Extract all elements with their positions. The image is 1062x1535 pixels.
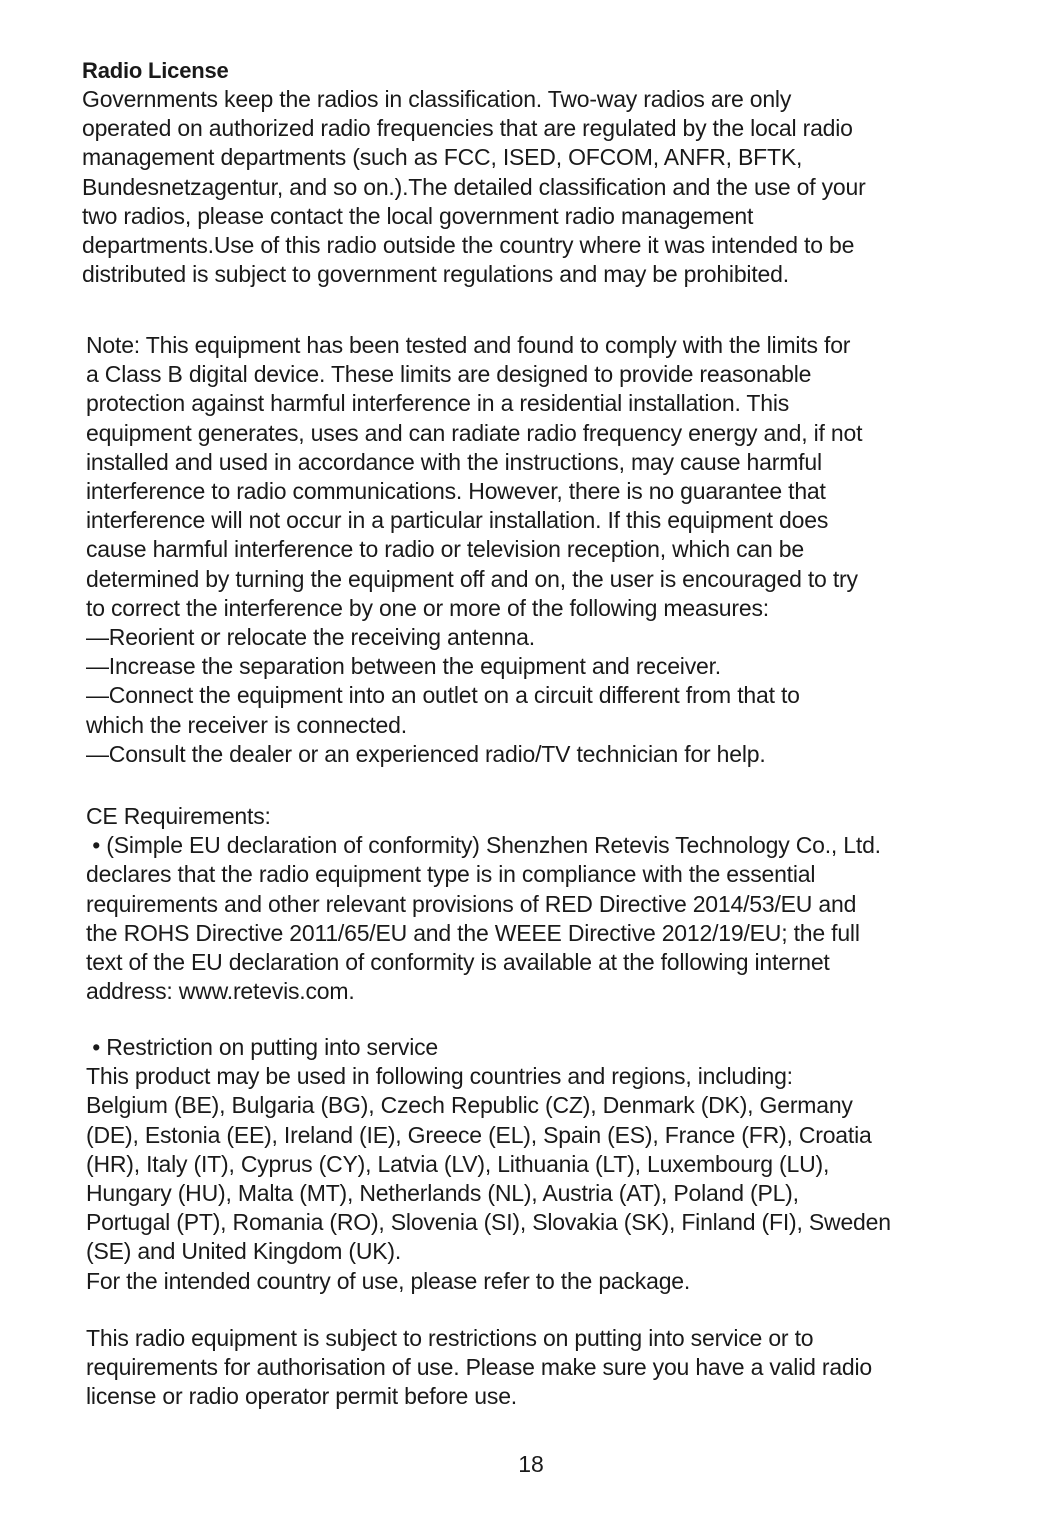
paragraph-line: Note: This equipment has been tested and found to comply with the limits for xyxy=(86,332,851,358)
paragraph-line: requirements and other relevant provisions of RED Directive 2014/53/EU and xyxy=(86,890,857,917)
paragraph-line: protection against harmful interference in a residential installation. This xyxy=(86,390,790,417)
paragraph-line: the ROHS Directive 2011/65/EU and the WEEE Directive 2012/19/EU; the full xyxy=(86,919,860,946)
paragraph-line: operated on authorized radio frequencies that are regulated by the local radio xyxy=(82,115,853,142)
paragraph-line: to correct the interference by one or more of the following measures: xyxy=(86,594,769,621)
paragraph-line: Governments keep the radios in classification. Two-way radios are only xyxy=(82,86,792,112)
paragraph-line: For the intended country of use, please refer to the package. xyxy=(86,1267,691,1294)
paragraph-line: distributed is subject to government regulations and may be prohibited. xyxy=(82,261,789,288)
authorisation-section xyxy=(86,1324,872,1412)
paragraph-line: Portugal (PT), Romania (RO), Slovenia (SI), Slovakia (SK), Finland (FI), Sweden xyxy=(86,1209,891,1236)
measure-item: —Increase the separation between the equipment and receiver. xyxy=(86,653,721,680)
restriction-section xyxy=(86,1033,891,1296)
paragraph-line: address: www.retevis.com. xyxy=(86,978,355,1005)
paragraph-line: • (Simple EU declaration of conformity) Shenzhen Retevis Technology Co., Ltd. xyxy=(86,832,881,859)
paragraph-line: a Class B digital device. These limits are designed to provide reasonable xyxy=(86,361,812,388)
paragraph-line: (HR), Italy (IT), Cyprus (CY), Latvia (LV), Lithuania (LT), Luxembourg (LU), xyxy=(86,1150,830,1177)
paragraph-line: license or radio operator permit before use. xyxy=(86,1383,517,1410)
measure-item: —Consult the dealer or an experienced radio/TV technician for help. xyxy=(86,740,766,767)
paragraph-line: (SE) and United Kingdom (UK). xyxy=(86,1238,402,1265)
paragraph-line: interference to radio communications. However, there is no guarantee that xyxy=(86,478,826,505)
paragraph-line: equipment generates, uses and can radiate radio frequency energy and, if not xyxy=(86,419,863,446)
paragraph-line: management departments (such as FCC, ISED, OFCOM, ANFR, BFTK, xyxy=(82,144,803,171)
paragraph-line: declares that the radio equipment type is in compliance with the essential xyxy=(86,861,816,888)
paragraph-line: This radio equipment is subject to restrictions on putting into service or to xyxy=(86,1325,814,1351)
paragraph-line: (DE), Estonia (EE), Ireland (IE), Greece (EL), Spain (ES), France (FR), Croatia xyxy=(86,1121,872,1148)
paragraph-line: two radios, please contact the local government radio management xyxy=(82,202,754,229)
fcc-note-section xyxy=(86,331,862,769)
paragraph-line: cause harmful interference to radio or television reception, which can be xyxy=(86,536,804,563)
paragraph-line: departments.Use of this radio outside the country where it was intended to be xyxy=(82,232,855,259)
paragraph-line: installed and used in accordance with the instructions, may cause harmful xyxy=(86,448,822,475)
paragraph-line: interference will not occur in a particular installation. If this equipment does xyxy=(86,507,829,534)
measure-item: —Connect the equipment into an outlet on a circuit different from that to xyxy=(86,682,800,709)
paragraph-line: requirements for authorisation of use. Please make sure you have a valid radio xyxy=(86,1354,873,1381)
paragraph-line: This product may be used in following countries and regions, including: xyxy=(86,1063,793,1090)
paragraph-line: Bundesnetzagentur, and so on.).The detailed classification and the use of your xyxy=(82,173,866,200)
paragraph-line: determined by turning the equipment off and on, the user is encouraged to try xyxy=(86,565,858,592)
section-heading: CE Requirements: xyxy=(86,803,271,829)
paragraph-line: • Restriction on putting into service xyxy=(86,1034,439,1060)
measure-item: —Reorient or relocate the receiving antenna. xyxy=(86,624,535,651)
paragraph-line: Hungary (HU), Malta (MT), Netherlands (NL), Austria (AT), Poland (PL), xyxy=(86,1180,799,1207)
radio-license-section xyxy=(82,56,866,289)
section-heading: Radio License xyxy=(82,58,229,83)
ce-requirements-section xyxy=(86,802,881,1006)
paragraph-line: Belgium (BE), Bulgaria (BG), Czech Republic (CZ), Denmark (DK), Germany xyxy=(86,1092,853,1119)
measure-item: which the receiver is connected. xyxy=(86,711,407,738)
page-number: 18 xyxy=(518,1451,544,1477)
paragraph-line: text of the EU declaration of conformity is available at the following internet xyxy=(86,949,830,976)
